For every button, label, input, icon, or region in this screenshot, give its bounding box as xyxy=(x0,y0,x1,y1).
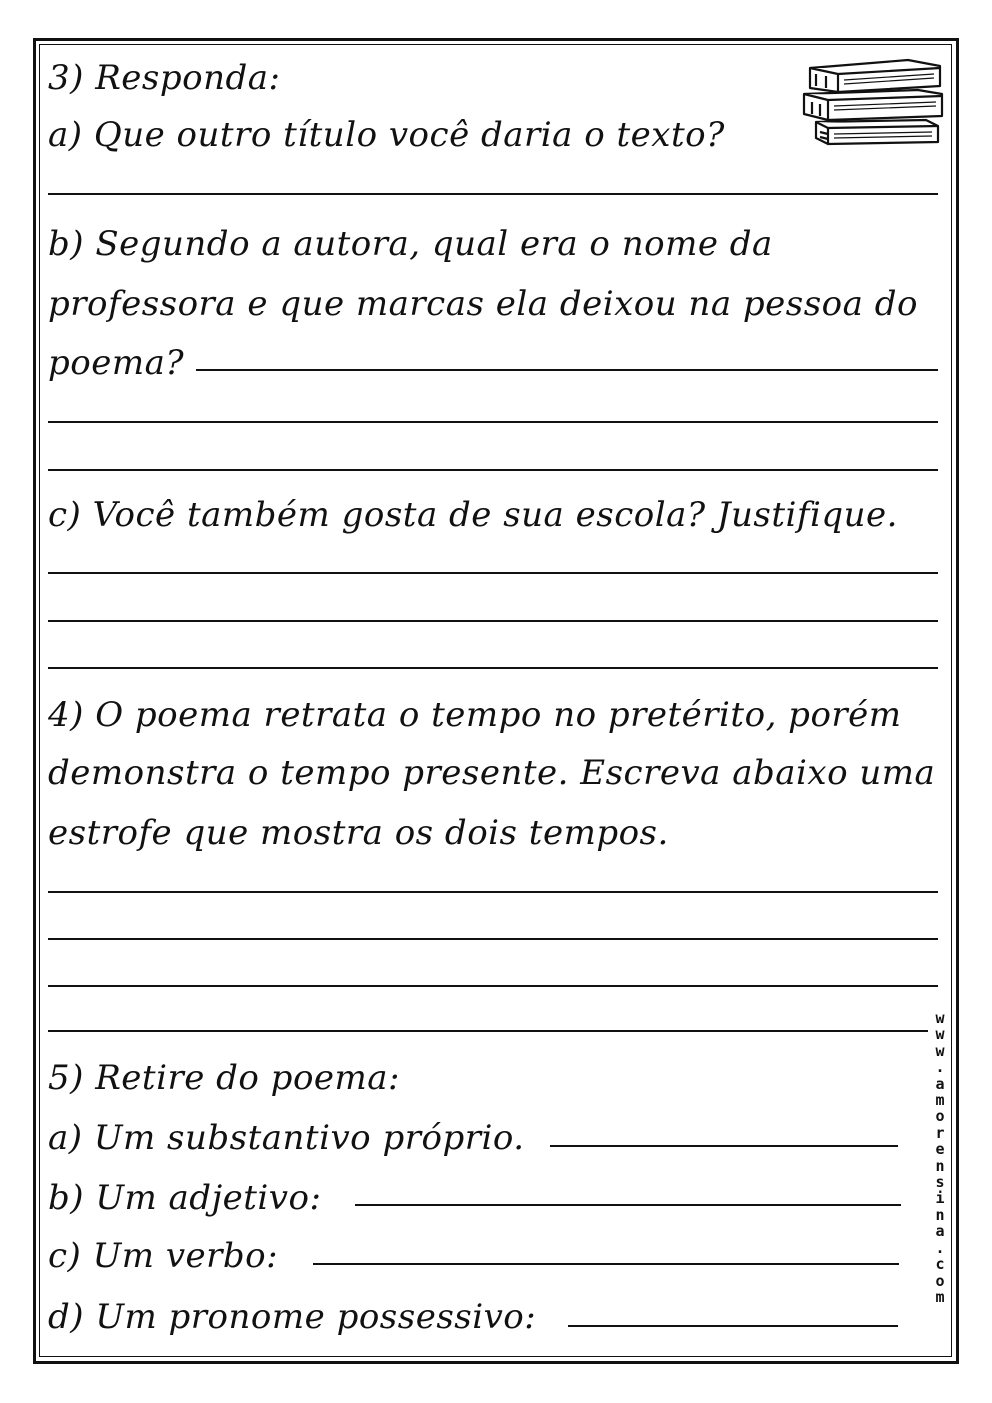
answer-line[interactable] xyxy=(48,421,938,423)
answer-line[interactable] xyxy=(550,1145,898,1147)
answer-line[interactable] xyxy=(48,193,938,195)
answer-line[interactable] xyxy=(48,938,938,940)
watermark-letter: c xyxy=(935,1255,945,1274)
q3b-question-line2: professora e que marcas ela deixou na pessoa do xyxy=(48,284,918,324)
answer-line[interactable] xyxy=(355,1204,901,1206)
answer-line[interactable] xyxy=(313,1263,899,1265)
books-stack-icon xyxy=(798,50,948,150)
watermark-letter: w xyxy=(935,1009,945,1027)
watermark-letter: r xyxy=(935,1123,945,1142)
answer-line[interactable] xyxy=(48,469,938,471)
q5-heading: 5) Retire do poema: xyxy=(48,1058,401,1098)
watermark-letter: e xyxy=(935,1140,945,1159)
answer-line[interactable] xyxy=(48,985,938,987)
answer-line[interactable] xyxy=(48,1030,928,1032)
watermark-letter: i xyxy=(935,1189,945,1208)
q3-heading: 3) Responda: xyxy=(48,58,281,98)
q5a-item: a) Um substantivo próprio. xyxy=(48,1118,525,1158)
watermark-letter: m xyxy=(935,1091,945,1110)
watermark-letter: o xyxy=(935,1107,945,1126)
watermark-letter: a xyxy=(935,1222,945,1241)
answer-line[interactable] xyxy=(48,667,938,669)
watermark-letter: n xyxy=(935,1205,945,1224)
q3c-question: c) Você também gosta de sua escola? Justifique. xyxy=(48,495,898,535)
answer-line[interactable] xyxy=(48,620,938,622)
q4-text-line2: demonstra o tempo presente. Escreva abaixo uma xyxy=(48,753,936,793)
q3a-question: a) Que outro título você daria o texto? xyxy=(48,115,725,155)
q3b-question-line3: poema? xyxy=(48,343,185,383)
answer-line[interactable] xyxy=(48,572,938,574)
watermark-letter: a xyxy=(935,1074,945,1093)
watermark-letter: w xyxy=(935,1041,945,1060)
watermark-letter: . xyxy=(935,1058,945,1077)
website-watermark xyxy=(929,1010,951,1355)
q4-text-line3: estrofe que mostra os dois tempos. xyxy=(48,813,669,853)
answer-line[interactable] xyxy=(196,369,938,371)
q3b-question-line1: b) Segundo a autora, qual era o nome da xyxy=(48,224,773,264)
answer-line[interactable] xyxy=(48,891,938,893)
watermark-letter: o xyxy=(935,1271,945,1290)
watermark-letter: n xyxy=(935,1156,945,1175)
watermark-letter: w xyxy=(935,1025,945,1044)
q5d-item: d) Um pronome possessivo: xyxy=(48,1297,537,1337)
answer-line[interactable] xyxy=(568,1325,898,1327)
q5b-item: b) Um adjetivo: xyxy=(48,1178,322,1218)
q5c-item: c) Um verbo: xyxy=(48,1236,279,1276)
q4-text-line1: 4) O poema retrata o tempo no pretérito, porém xyxy=(48,695,902,735)
watermark-letter: m xyxy=(935,1287,945,1306)
watermark-letter: . xyxy=(935,1238,945,1257)
watermark-letter: s xyxy=(935,1173,945,1192)
